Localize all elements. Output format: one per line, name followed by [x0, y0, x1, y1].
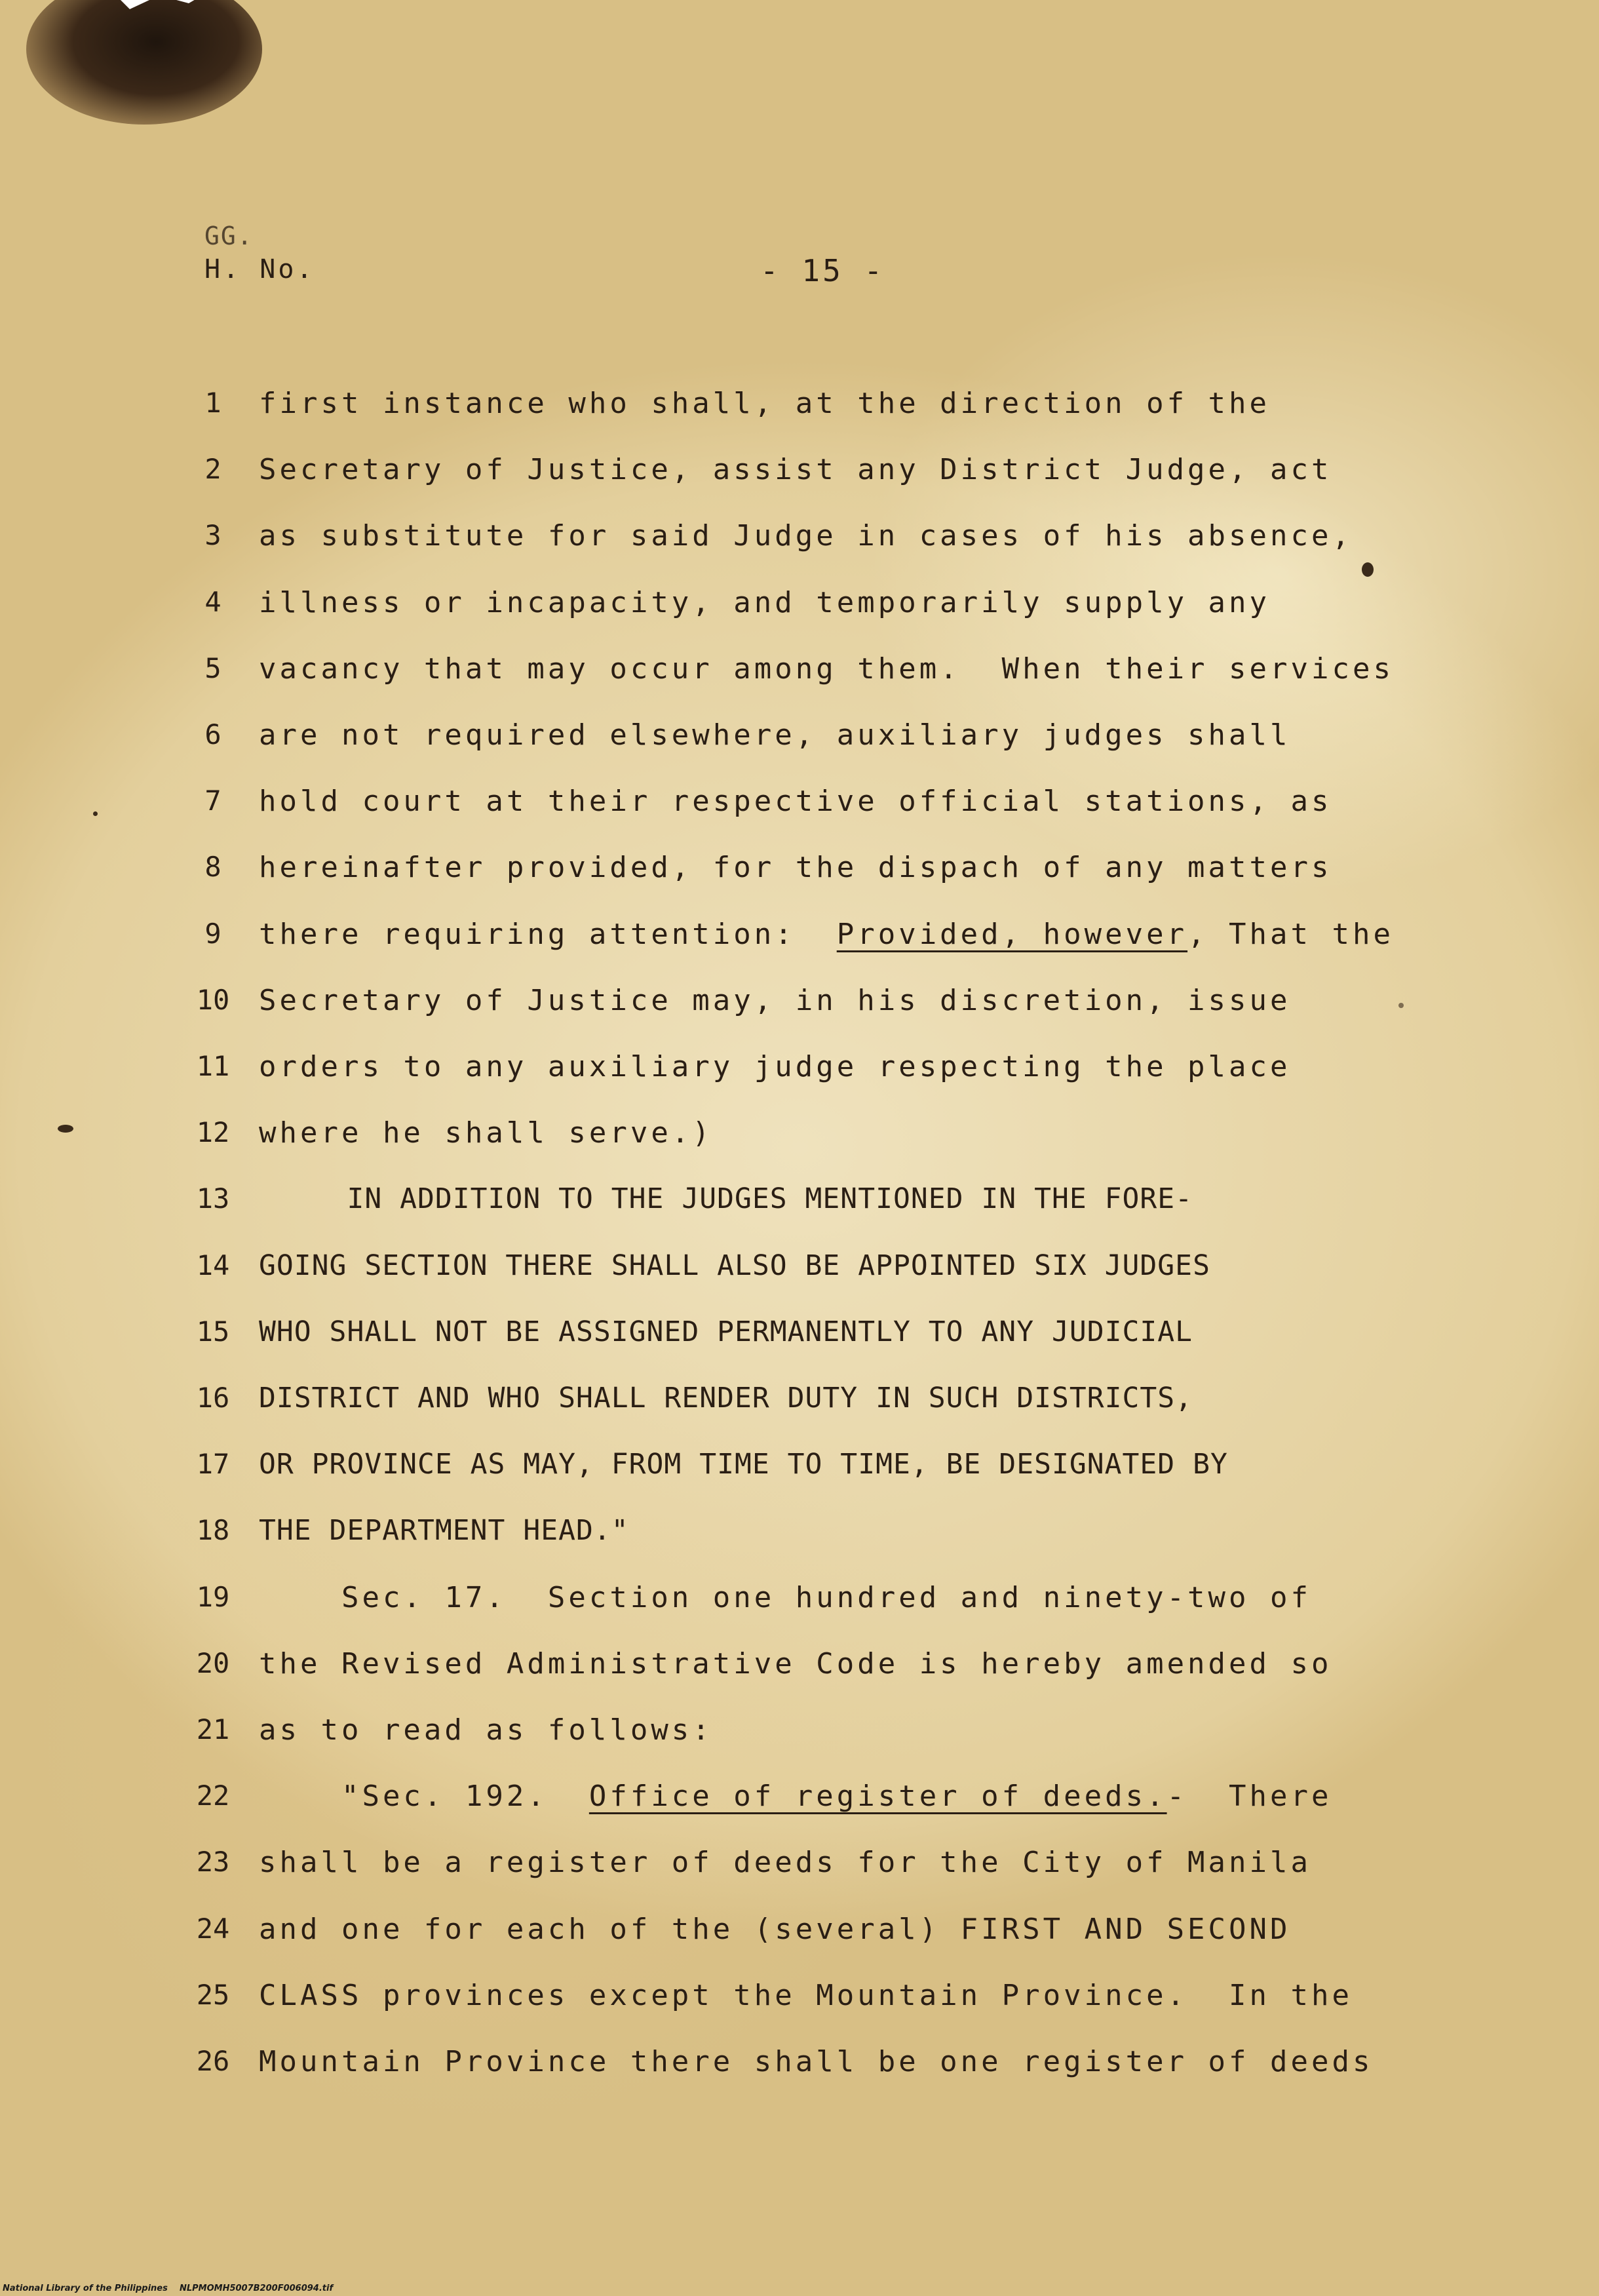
document-line	[0, 1050, 1599, 1089]
line-text: OR PROVINCE AS MAY, FROM TIME TO TIME, BE DESIGNATED BY	[259, 1448, 1228, 1481]
line-text-lead: there requiring attention:	[259, 917, 837, 951]
line-text	[259, 1780, 1332, 1813]
document-line	[0, 984, 1599, 1023]
document-line	[0, 1647, 1599, 1686]
document-line	[0, 586, 1599, 625]
line-number: 20	[196, 1646, 230, 1679]
line-text: orders to any auxiliary judge respecting the place	[259, 1050, 1291, 1083]
line-text: are not required elsewhere, auxiliary judges shall	[259, 718, 1291, 752]
line-number: 19	[196, 1580, 230, 1613]
line-text: THE DEPARTMENT HEAD."	[259, 1514, 629, 1547]
line-number: 12	[196, 1116, 230, 1149]
line-text: the Revised Administrative Code is hereby amended so	[259, 1646, 1332, 1681]
document-line	[0, 1780, 1599, 1819]
line-text: vacancy that may occur among them. When their services	[259, 652, 1394, 686]
ink-speck	[1362, 562, 1374, 577]
line-number: 22	[196, 1780, 230, 1812]
line-text: first instance who shall, at the direction of the	[259, 387, 1271, 420]
line-number: 11	[196, 1050, 230, 1082]
line-text: GOING SECTION THERE SHALL ALSO BE APPOINTED SIX JUDGES	[259, 1249, 1210, 1282]
document-line	[0, 453, 1599, 492]
line-text-tail: , That the	[1187, 917, 1394, 951]
line-text: as to read as follows:	[259, 1713, 713, 1747]
line-number: 7	[204, 785, 222, 817]
document-line	[0, 2045, 1599, 2084]
burn-mark	[26, 0, 262, 125]
line-number: 6	[204, 718, 222, 750]
footer-library: National Library of the Philippines	[3, 2284, 168, 2293]
document-line	[0, 1514, 1599, 1553]
line-number: 2	[204, 453, 222, 486]
line-number: 17	[196, 1448, 230, 1481]
line-number: 26	[196, 2045, 230, 2077]
line-text: illness or incapacity, and temporarily supply any	[259, 585, 1271, 619]
line-text: Mountain Province there shall be one register of deeds	[259, 2045, 1374, 2078]
line-number: 13	[196, 1182, 230, 1215]
bill-label: H. No.	[204, 254, 315, 284]
line-number: 9	[204, 917, 222, 950]
document-line	[0, 918, 1599, 957]
line-text: shall be a register of deeds for the City of Manila	[259, 1846, 1312, 1880]
underlined-phrase: Provided, however	[836, 917, 1188, 951]
line-number: 15	[196, 1315, 230, 1348]
document-line	[0, 1979, 1599, 2018]
line-text: hereinafter provided, for the dispach of any matters	[259, 851, 1332, 885]
line-text: WHO SHALL NOT BE ASSIGNED PERMANENTLY TO ANY JUDICIAL	[259, 1315, 1193, 1348]
line-text: Sec. 17. Section one hundred and ninety-two of	[259, 1580, 1312, 1614]
footer-file-id: NLPMOMH5007B200F006094.tif	[179, 2284, 334, 2293]
document-line	[0, 785, 1599, 824]
document-line	[0, 1182, 1599, 1222]
document-line	[0, 718, 1599, 758]
line-number: 1	[204, 387, 222, 419]
page-number: - 15 -	[760, 253, 885, 288]
line-number: 5	[204, 652, 222, 684]
line-number: 24	[196, 1912, 230, 1945]
line-text	[259, 918, 1394, 951]
document-line	[0, 1713, 1599, 1753]
line-text: as substitute for said Judge in cases of his absence,	[259, 519, 1353, 553]
line-number: 3	[204, 519, 222, 552]
document-line	[0, 851, 1599, 890]
line-text-tail: - There	[1166, 1780, 1332, 1814]
document-line	[0, 1249, 1599, 1289]
line-text: and one for each of the (several) FIRST AND SECOND	[259, 1912, 1291, 1946]
line-number: 25	[196, 1978, 230, 2011]
line-number: 4	[204, 585, 222, 618]
line-text: IN ADDITION TO THE JUDGES MENTIONED IN THE FORE-	[259, 1182, 1193, 1216]
document-line	[0, 519, 1599, 558]
document-line	[0, 1116, 1599, 1156]
line-number: 14	[196, 1249, 230, 1281]
line-text: DISTRICT AND WHO SHALL RENDER DUTY IN SUCH DISTRICTS,	[259, 1382, 1193, 1414]
footer-caption	[3, 2284, 333, 2293]
line-number: 18	[196, 1514, 230, 1547]
line-number: 16	[196, 1382, 230, 1414]
line-text: CLASS provinces except the Mountain Province. In the	[259, 1978, 1353, 2012]
line-number: 21	[196, 1713, 230, 1745]
line-number: 10	[196, 983, 230, 1016]
line-text-lead: "Sec. 192.	[259, 1780, 589, 1814]
document-line	[0, 1846, 1599, 1885]
initials: GG.	[204, 222, 254, 250]
document-line	[0, 652, 1599, 691]
line-text: where he shall serve.)	[259, 1116, 713, 1150]
document-line	[0, 1315, 1599, 1355]
underlined-phrase: Office of register of deeds.	[588, 1780, 1167, 1814]
document-line	[0, 387, 1599, 426]
line-number: 8	[204, 851, 222, 884]
line-text: hold court at their respective official stations, as	[259, 785, 1332, 819]
document-line	[0, 1913, 1599, 1952]
document-line	[0, 1382, 1599, 1421]
line-text: Secretary of Justice may, in his discretion, issue	[259, 983, 1291, 1017]
torn-hole	[118, 0, 236, 13]
document-line	[0, 1448, 1599, 1487]
line-text: Secretary of Justice, assist any District Judge, act	[259, 453, 1332, 487]
document-line	[0, 1581, 1599, 1620]
line-number: 23	[196, 1846, 230, 1878]
